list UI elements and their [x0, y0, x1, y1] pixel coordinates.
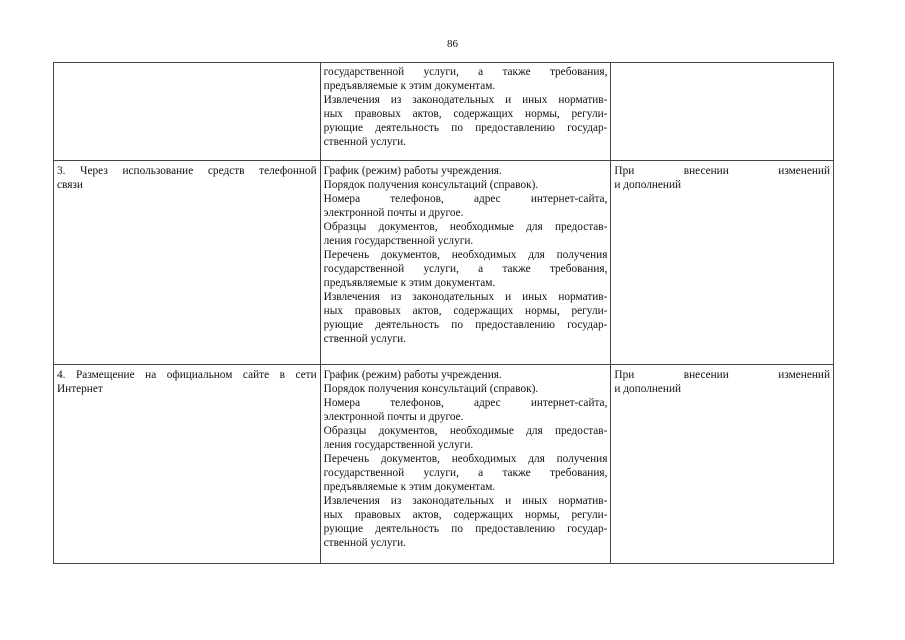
text-line: государственной услуги, а также требования,: [323, 66, 608, 78]
content-cell: [320, 365, 611, 564]
text-line: График (режим) работы учреждения.: [323, 369, 502, 381]
text-line: При внесении изменений: [614, 165, 830, 177]
text-line: Перечень документов, необходимых для получения: [323, 249, 608, 261]
text-line: ления государственной услуги.: [323, 235, 474, 247]
method-cell: [54, 365, 321, 564]
table-row: [54, 161, 834, 365]
text-line: При внесении изменений: [614, 369, 830, 381]
text-line: График (режим) работы учреждения.: [323, 165, 502, 177]
text-line: электронной почты и другое.: [323, 411, 464, 423]
text-line: предъявляемые к этим документам.: [323, 80, 496, 92]
table-row: [54, 63, 834, 161]
text-line: Образцы документов, необходимые для предостав-: [323, 425, 608, 437]
frequency-cell: [611, 161, 834, 365]
text-line: предъявляемые к этим документам.: [323, 277, 496, 289]
text-line: ных правовых актов, содержащих нормы, регули-: [323, 108, 608, 120]
text-line: Номера телефонов, адрес интернет-сайта,: [323, 193, 608, 205]
text-line: рующие деятельность по предоставлению государ-: [323, 523, 608, 535]
text-line: 3. Через использование средств телефонной: [57, 165, 317, 177]
table-row: [54, 365, 834, 564]
text-line: рующие деятельность по предоставлению государ-: [323, 122, 608, 134]
text-line: Интернет: [57, 383, 103, 395]
text-line: и дополнений: [614, 179, 682, 191]
text-line: государственной услуги, а также требования,: [323, 467, 608, 479]
text-line: ных правовых актов, содержащих нормы, регули-: [323, 509, 608, 521]
text-line: электронной почты и другое.: [323, 207, 464, 219]
text-line: ственной услуги.: [323, 333, 406, 345]
text-line: связи: [57, 179, 83, 191]
text-line: ления государственной услуги.: [323, 439, 474, 451]
text-line: Перечень документов, необходимых для получения: [323, 453, 608, 465]
text-line: Порядок получения консультаций (справок).: [323, 179, 539, 191]
page-number: 86: [447, 38, 458, 50]
method-cell: [54, 161, 321, 365]
text-line: рующие деятельность по предоставлению государ-: [323, 319, 608, 331]
text-line: ственной услуги.: [323, 537, 406, 549]
text-line: Извлечения из законодательных и иных норматив-: [323, 291, 608, 303]
content-cell: [320, 161, 611, 365]
text-line: Номера телефонов, адрес интернет-сайта,: [323, 397, 608, 409]
text-line: государственной услуги, а также требования,: [323, 263, 608, 275]
text-line: ственной услуги.: [323, 136, 406, 148]
information-table: [53, 62, 834, 564]
content-cell: [320, 63, 611, 161]
text-line: предъявляемые к этим документам.: [323, 481, 496, 493]
text-line: Извлечения из законодательных и иных норматив-: [323, 495, 608, 507]
text-line: ных правовых актов, содержащих нормы, регули-: [323, 305, 608, 317]
text-line: и дополнений: [614, 383, 682, 395]
frequency-cell: [611, 365, 834, 564]
text-line: 4. Размещение на официальном сайте в сети: [57, 369, 317, 381]
text-line: Порядок получения консультаций (справок).: [323, 383, 539, 395]
method-cell: [54, 63, 321, 161]
text-line: Извлечения из законодательных и иных норматив-: [323, 94, 608, 106]
text-line: Образцы документов, необходимые для предостав-: [323, 221, 608, 233]
frequency-cell: [611, 63, 834, 161]
